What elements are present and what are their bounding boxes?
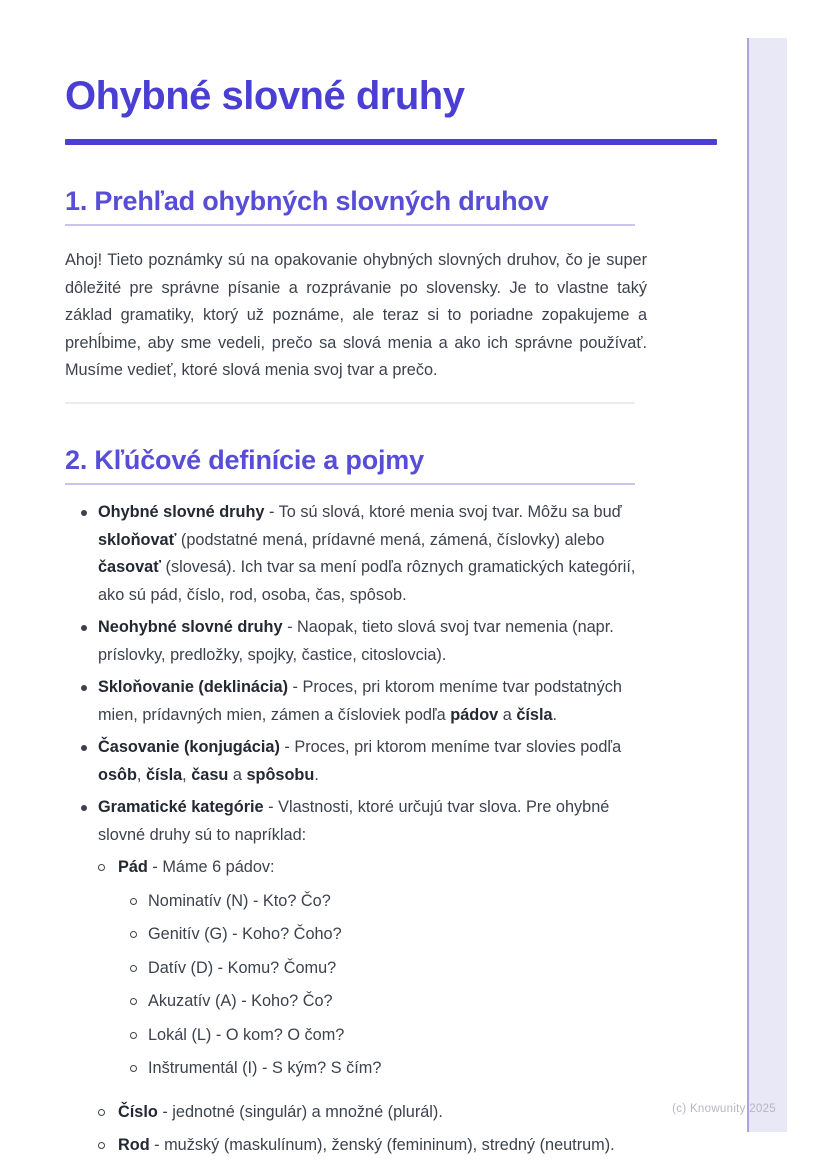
list-item-text: Časovanie (konjugácia) - Proces, pri ktorom meníme tvar slovies podľa osôb, čísla, času a spôsobu.	[98, 738, 622, 784]
section-definitions	[65, 446, 717, 1160]
circle-bullet-icon	[130, 1065, 137, 1072]
bullet-icon	[81, 685, 87, 691]
list-item-text: Nominatív (N) - Kto? Čo?	[148, 891, 331, 910]
list-item-text: Rod - mužský (maskulínum), ženský (femininum), stredný (neutrum).	[118, 1136, 615, 1155]
list-item	[130, 1055, 647, 1083]
list-item	[81, 499, 647, 609]
list-item-text: Pád - Máme 6 pádov:	[118, 858, 275, 877]
watermark: (c) Knowunity 2025	[672, 1103, 776, 1115]
title-rule	[65, 139, 717, 145]
list-item	[130, 988, 647, 1016]
circle-bullet-icon	[130, 965, 137, 972]
list-item-text: Gramatické kategórie - Vlastnosti, ktoré určujú tvar slova. Pre ohybné slovné druhy sú to napríklad:	[98, 798, 610, 844]
bullet-icon	[81, 805, 87, 811]
bullet-icon	[81, 745, 87, 751]
list-item	[130, 921, 647, 949]
list-item-text: Skloňovanie (deklinácia) - Proces, pri ktorom meníme tvar podstatných mien, prídavných mien, zámen a čísloviek podľa pádov a čísla.	[98, 678, 622, 724]
list-item-text: Lokál (L) - O kom? O čom?	[148, 1025, 345, 1044]
circle-bullet-icon	[130, 931, 137, 938]
circle-bullet-icon	[98, 1109, 105, 1116]
definitions-list	[65, 499, 647, 1160]
circle-bullet-icon	[130, 1032, 137, 1039]
list-item-text: Neohybné slovné druhy - Naopak, tieto slová svoj tvar nemenia (napr. príslovky, predložky, spojky, častice, citoslovcia).	[98, 618, 614, 664]
section-overview	[65, 187, 717, 404]
list-item	[81, 614, 647, 669]
list-item	[98, 854, 647, 882]
list-item	[130, 1022, 647, 1050]
list-item	[130, 955, 647, 983]
list-item	[98, 1099, 647, 1127]
list-item	[81, 674, 647, 729]
section-heading-2: 2. Kľúčové definície a pojmy	[65, 446, 635, 485]
section-heading-1: 1. Prehľad ohybných slovných druhov	[65, 187, 635, 226]
list-item-text: Akuzatív (A) - Koho? Čo?	[148, 992, 333, 1011]
list-item-text: Číslo - jednotné (singulár) a množné (plurál).	[118, 1102, 443, 1121]
list-item	[81, 794, 647, 849]
list-item-text: Datív (D) - Komu? Čomu?	[148, 958, 337, 977]
list-item	[130, 888, 647, 916]
circle-bullet-icon	[98, 1142, 105, 1149]
document-content	[65, 0, 717, 1166]
circle-bullet-icon	[130, 898, 137, 905]
list-item-text: Genitív (G) - Koho? Čoho?	[148, 925, 342, 944]
page-title: Ohybné slovné druhy	[65, 74, 465, 118]
circle-bullet-icon	[98, 864, 105, 871]
list-item	[81, 734, 647, 789]
intro-paragraph: Ahoj! Tieto poznámky sú na opakovanie ohybných slovných druhov, čo je super dôležité pre správne písanie a rozprávanie po slovensky. Je to vlastne taký základ gramatiky, ktorý už poznáme, ale teraz si to poriadne zopakujeme a prehĺbime, aby sme vedeli, prečo sa slová menia a ako ich správne používať. Musíme vedieť, ktoré slová menia svoj tvar a prečo.	[65, 251, 647, 380]
side-stripe	[747, 38, 787, 1132]
list-item	[98, 1132, 647, 1160]
list-item-text: Ohybné slovné druhy - To sú slová, ktoré menia svoj tvar. Môžu sa buď skloňovať (podstatné mená, prídavné mená, zámená, číslovky) alebo časovať (slovesá). Ich tvar sa mení podľa rôznych gramatických kategórií, ako sú pád, číslo, rod, osoba, čas, spôsob.	[98, 503, 636, 604]
circle-bullet-icon	[130, 998, 137, 1005]
bullet-icon	[81, 510, 87, 516]
list-item-text: Inštrumentál (I) - S kým? S čím?	[148, 1059, 382, 1078]
bullet-icon	[81, 625, 87, 631]
section-divider	[65, 402, 635, 404]
